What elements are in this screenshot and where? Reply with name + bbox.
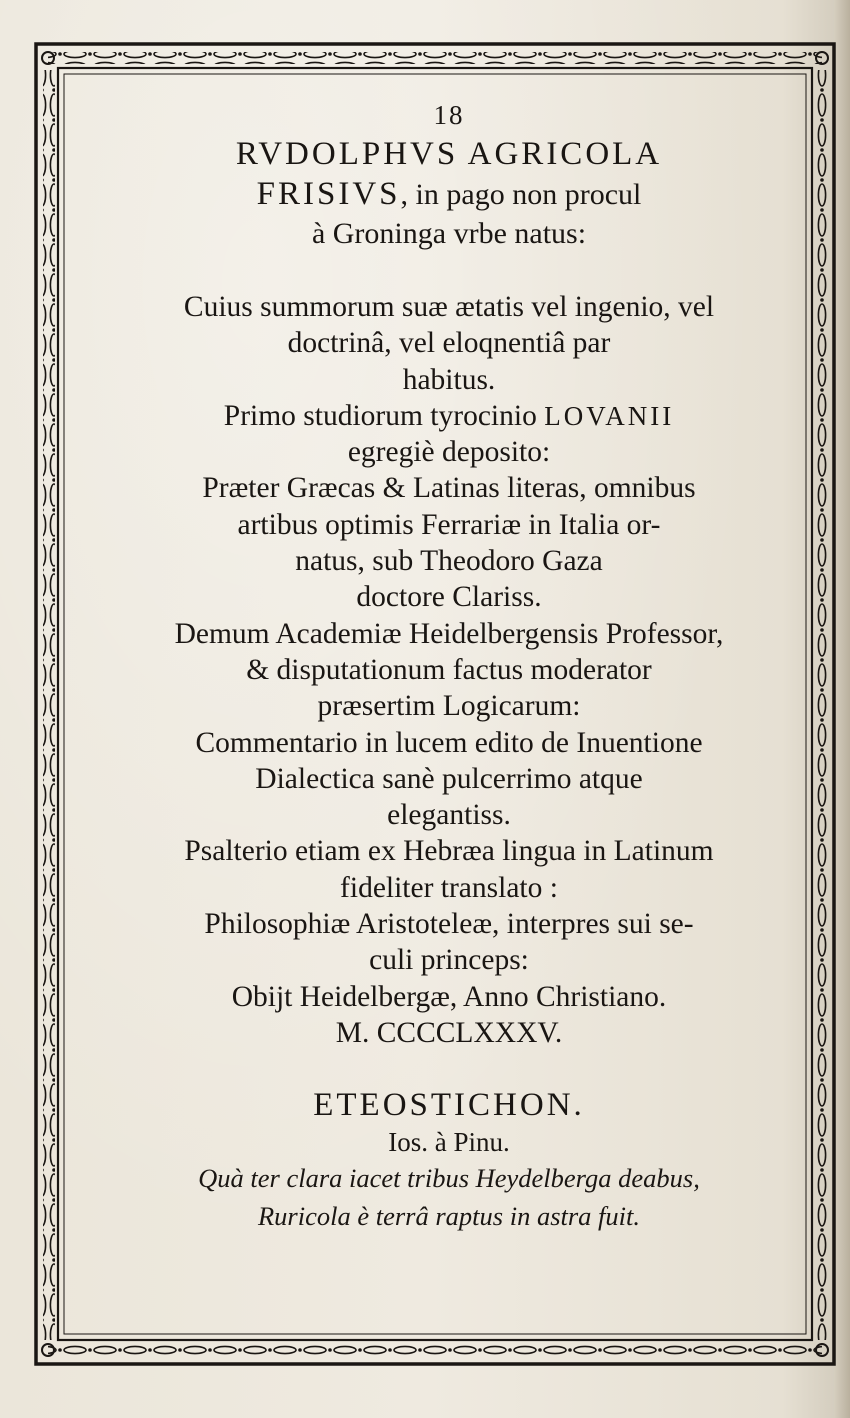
title-name: RVDOLPHVS AGRICOLA — [235, 136, 663, 172]
body-line: Dialectica sanè pulcerrimo atque — [255, 762, 643, 795]
epitaph-verse: Ruricola è terrâ raptus in astra fuit. — [257, 1201, 641, 1232]
body-line: fideliter translato : — [340, 871, 558, 904]
body-line: elegantiss. — [387, 799, 511, 832]
body-line: Obijt Heidelbergæ, Anno Christiano. — [231, 980, 667, 1013]
epitaph-verse: Quà ter clara iacet tribus Heydelberga deabus, — [198, 1163, 700, 1194]
epitaph-author: Ios. à Pinu. — [388, 1127, 510, 1158]
body-line-date: M. CCCCLXXXV. — [335, 1016, 563, 1049]
body-line: Demum Academiæ Heidelbergensis Professor, — [174, 617, 724, 650]
body-line: culi princeps: — [369, 944, 529, 977]
body-line: Psalterio etiam ex Hebræa lingua in Latinum — [184, 835, 714, 868]
body-line: Præter Græcas & Latinas literas, omnibus — [202, 472, 696, 505]
body-line-pre: Primo studiorum tyrocinio — [223, 399, 545, 432]
body-line: Commentario in lucem edito de Inuentione — [195, 726, 703, 759]
title-origin-caps: FRISIVS — [256, 176, 401, 212]
body-line: natus, sub Theodoro Gaza — [295, 545, 603, 578]
elogium-body — [70, 289, 828, 1051]
body-line: Cuius summorum suæ ætatis vel ingenio, vel — [183, 291, 715, 323]
body-line: doctore Clariss. — [356, 581, 542, 614]
body-line: & disputationum factus moderator — [246, 653, 652, 686]
page-content — [70, 96, 828, 1235]
body-line — [70, 398, 828, 434]
body-line: Philosophiæ Aristoteleæ, interpres sui se- — [204, 908, 694, 941]
title-origin-line — [70, 174, 828, 215]
title-birthplace: à Groninga vrbe natus: — [311, 217, 587, 250]
body-line: artibus optimis Ferrariæ in Italia or- — [237, 508, 661, 541]
body-line: doctrinâ, vel eloqnentiâ par — [287, 327, 611, 360]
title-origin-rest: , in pago non procul — [400, 178, 642, 211]
body-line: egregiè deposito: — [347, 436, 551, 469]
page-number: 18 — [433, 100, 465, 130]
body-line-caps: LOVANII — [544, 400, 675, 431]
body-line: præsertim Logicarum: — [317, 690, 581, 723]
body-line: habitus. — [402, 363, 496, 396]
epitaph-heading: ETEOSTICHON. — [313, 1087, 585, 1124]
